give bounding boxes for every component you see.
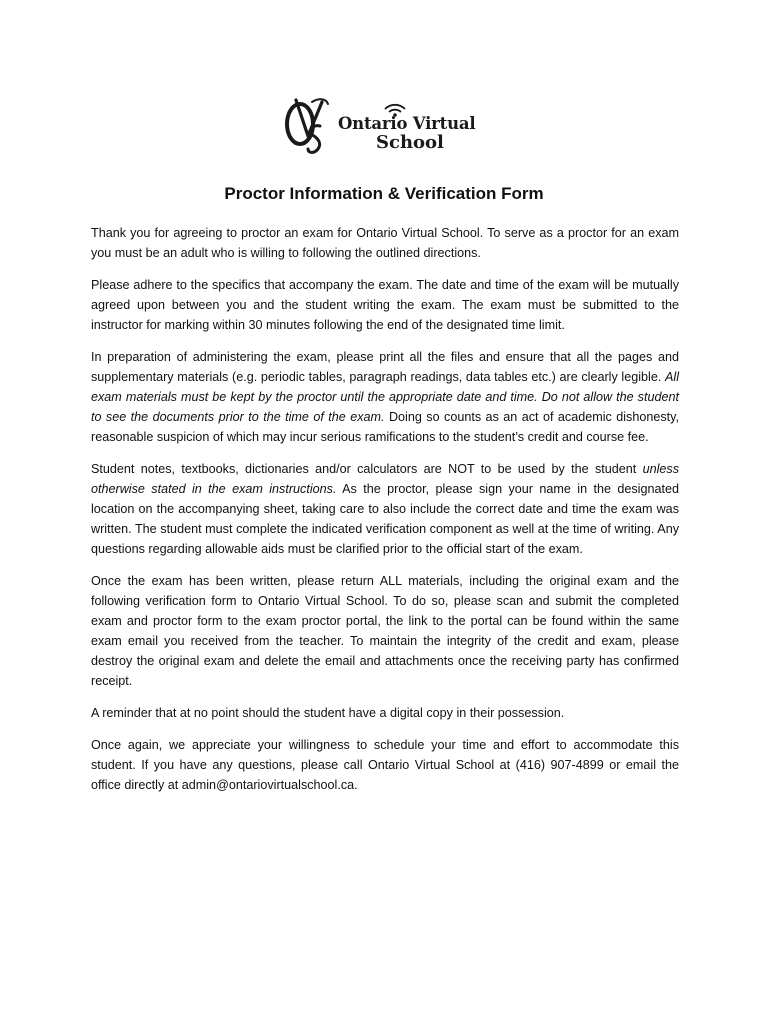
document-body [91, 223, 679, 807]
paragraph-aids-emphasis: unless otherwise stated in the exam instructions. [91, 462, 679, 496]
paragraph-aids-part-1: Student notes, textbooks, dictionaries and/or calculators are NOT to be used by the student [91, 462, 643, 476]
paragraph-exam-specifics: Please adhere to the specifics that accompany the exam. The date and time of the exam will be mutually agreed upon between you and the student writing the exam. The exam must be submitted to the instructor for marking within 30 minutes following the end of the designated time limit. [91, 278, 679, 332]
logo-line-1: Ontario Virtual [338, 114, 476, 133]
page-title: Proctor Information & Verification Form [224, 184, 544, 203]
logo-wordmark [338, 114, 475, 152]
paragraph-reminder: A reminder that at no point should the student have a digital copy in their possession. [91, 706, 565, 720]
paragraph-contact: Once again, we appreciate your willingness to schedule your time and effort to accommodate this student. If you have any questions, please call Ontario Virtual School at (416) 907-4899 or email the office directly at admin@ontariovirtualschool.ca. [91, 738, 679, 792]
paragraph-preparation-part-1: In preparation of administering the exam, please print all the files and ensure that all the pages and supplementary materials (e.g. periodic tables, paragraph readings, data tables etc.) are clearly legible. [91, 350, 679, 384]
ovs-monogram-icon [282, 96, 334, 158]
ontario-virtual-school-logo [282, 96, 492, 160]
paragraph-preparation [91, 347, 679, 447]
logo-line-2: School [376, 132, 444, 153]
paragraph-aids-part-3: As the proctor, please sign your name in the designated location on the accompanying sheet, taking care to also include the correct date and time the exam was written. The student must complete the indicated verification component as well at the time of writing. Any questions regarding allowable aids must be clarified prior to the official start of the exam. [91, 482, 679, 556]
paragraph-intro: Thank you for agreeing to proctor an exam for Ontario Virtual School. To serve as a proctor for an exam you must be an adult who is willing to following the outlined directions. [91, 226, 679, 260]
paragraph-return-materials: Once the exam has been written, please return ALL materials, including the original exam and the following verification form to Ontario Virtual School. To do so, please scan and submit the completed exam and proctor form to the exam proctor portal, the link to the portal can be found within the same exam email you received from the teacher. To maintain the integrity of the credit and exam, please destroy the original exam and delete the email and attachments once the receiving party has confirmed receipt. [91, 574, 679, 688]
paragraph-preparation-emphasis: All exam materials must be kept by the proctor until the appropriate date and time. Do not allow the student to see the documents prior to the time of the exam. [91, 370, 679, 424]
paragraph-preparation-part-3: Doing so counts as an act of academic dishonesty, reasonable suspicion of which may incur serious ramifications to the student’s credit and course fee. [91, 410, 679, 444]
paragraph-allowed-aids [91, 459, 679, 559]
